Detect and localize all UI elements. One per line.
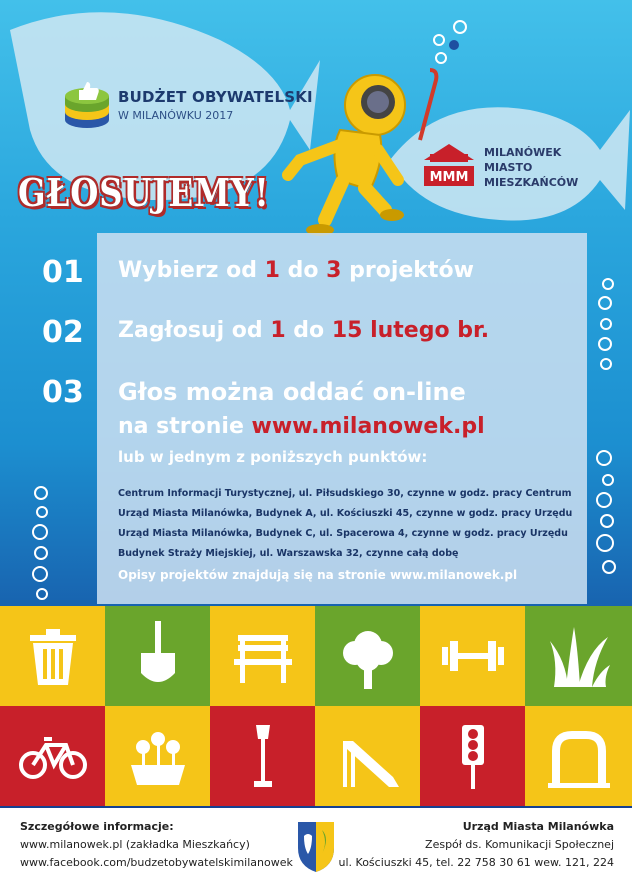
- slide-icon: [333, 721, 403, 791]
- step-2-text: Zagłosuj od 1 do 15 lutego br.: [118, 318, 490, 343]
- budget-logo-icon: [63, 78, 111, 130]
- shovel-icon: [123, 621, 193, 691]
- tile-flowers: [105, 706, 210, 806]
- tile-bench: [210, 606, 315, 706]
- tile-bike-rack: [525, 706, 632, 806]
- city-logo-letters: MMM: [429, 170, 469, 185]
- bubble: [598, 296, 612, 310]
- bubble: [34, 546, 48, 560]
- website-link[interactable]: www.milanowek.pl: [251, 414, 485, 439]
- city-line-3: MIESZKAŃCÓW: [484, 176, 579, 189]
- bubble: [596, 492, 612, 508]
- tile-trash: [0, 606, 105, 706]
- step-number-1: 01: [42, 255, 84, 290]
- office-address: ul. Kościuszki 45, tel. 22 758 30 61 wew. 121, 224: [338, 856, 614, 869]
- bike-rack-icon: [544, 721, 614, 791]
- step-1-text: Wybierz od 1 do 3 projektów: [118, 258, 474, 283]
- tree-icon: [333, 621, 403, 691]
- bubble: [600, 358, 612, 370]
- bubble: [596, 450, 612, 466]
- step-number-2: 02: [42, 315, 84, 350]
- city-line-2: MIASTO: [484, 161, 533, 174]
- tile-grass: [525, 606, 632, 706]
- bicycle-icon: [18, 721, 88, 791]
- tile-shovel: [105, 606, 210, 706]
- street-lamp-icon: [228, 721, 298, 791]
- bubble: [449, 40, 459, 50]
- point-item: Urząd Miasta Milanówka, Budynek A, ul. Kościuszki 45, czynne w godz. pracy Urzędu: [118, 508, 573, 519]
- city-logo-icon: [420, 140, 478, 188]
- step-3-line-1: Głos można oddać on-line: [118, 378, 466, 406]
- tile-tree: [315, 606, 420, 706]
- step-3-line-2: na stronie www.milanowek.pl: [118, 414, 485, 439]
- bubble: [600, 514, 614, 528]
- info-website[interactable]: www.milanowek.pl (zakładka Mieszkańcy): [20, 838, 250, 851]
- bubble: [598, 337, 612, 351]
- info-facebook[interactable]: www.facebook.com/budzetobywatelskimilanowek: [20, 856, 293, 869]
- point-item: Urząd Miasta Milanówka, Budynek C, ul. Spacerowa 4, czynne w godz. pracy Urzędu: [118, 528, 568, 539]
- coat-of-arms-icon: [296, 818, 336, 874]
- headline: GŁOSUJEMY!: [18, 170, 270, 215]
- bubble: [36, 588, 48, 600]
- bubble: [32, 566, 48, 582]
- footer: [0, 808, 632, 888]
- trash-bin-icon: [18, 621, 88, 691]
- grass-icon: [544, 621, 614, 691]
- bubble: [34, 486, 48, 500]
- point-item: Centrum Informacji Turystycznej, ul. Piłsudskiego 30, czynne w godz. pracy Centrum: [118, 488, 572, 499]
- office-title: Urząd Miasta Milanówka: [462, 820, 614, 833]
- tile-traffic-light: [420, 706, 525, 806]
- office-department: Zespół ds. Komunikacji Społecznej: [425, 838, 614, 851]
- bubble: [596, 534, 614, 552]
- bubble: [36, 506, 48, 518]
- budget-title: BUDŻET OBYWATELSKI: [118, 88, 313, 106]
- tile-bicycle: [0, 706, 105, 806]
- step-number-3: 03: [42, 375, 84, 410]
- traffic-light-icon: [438, 721, 508, 791]
- point-item: Budynek Straży Miejskiej, ul. Warszawska 32, czynne całą dobę: [118, 548, 459, 559]
- tile-slide: [315, 706, 420, 806]
- bubble: [32, 524, 48, 540]
- bubble: [600, 318, 612, 330]
- diver-illustration: [270, 50, 440, 240]
- step-3-line-3: lub w jednym z poniższych punktów:: [118, 448, 428, 466]
- flower-pot-icon: [123, 721, 193, 791]
- bubble: [602, 474, 614, 486]
- tile-lamp: [210, 706, 315, 806]
- city-line-1: MILANÓWEK: [484, 146, 562, 159]
- bubble: [602, 278, 614, 290]
- description-text: Opisy projektów znajdują się na stronie www.milanowek.pl: [118, 568, 518, 582]
- bubble: [602, 560, 616, 574]
- tile-dumbbell: [420, 606, 525, 706]
- dumbbell-icon: [438, 621, 508, 691]
- bench-icon: [228, 621, 298, 691]
- info-title: Szczegółowe informacje:: [20, 820, 174, 833]
- bubble: [453, 20, 467, 34]
- budget-subtitle: W MILANÓWKU 2017: [118, 109, 234, 122]
- bubble: [433, 34, 445, 46]
